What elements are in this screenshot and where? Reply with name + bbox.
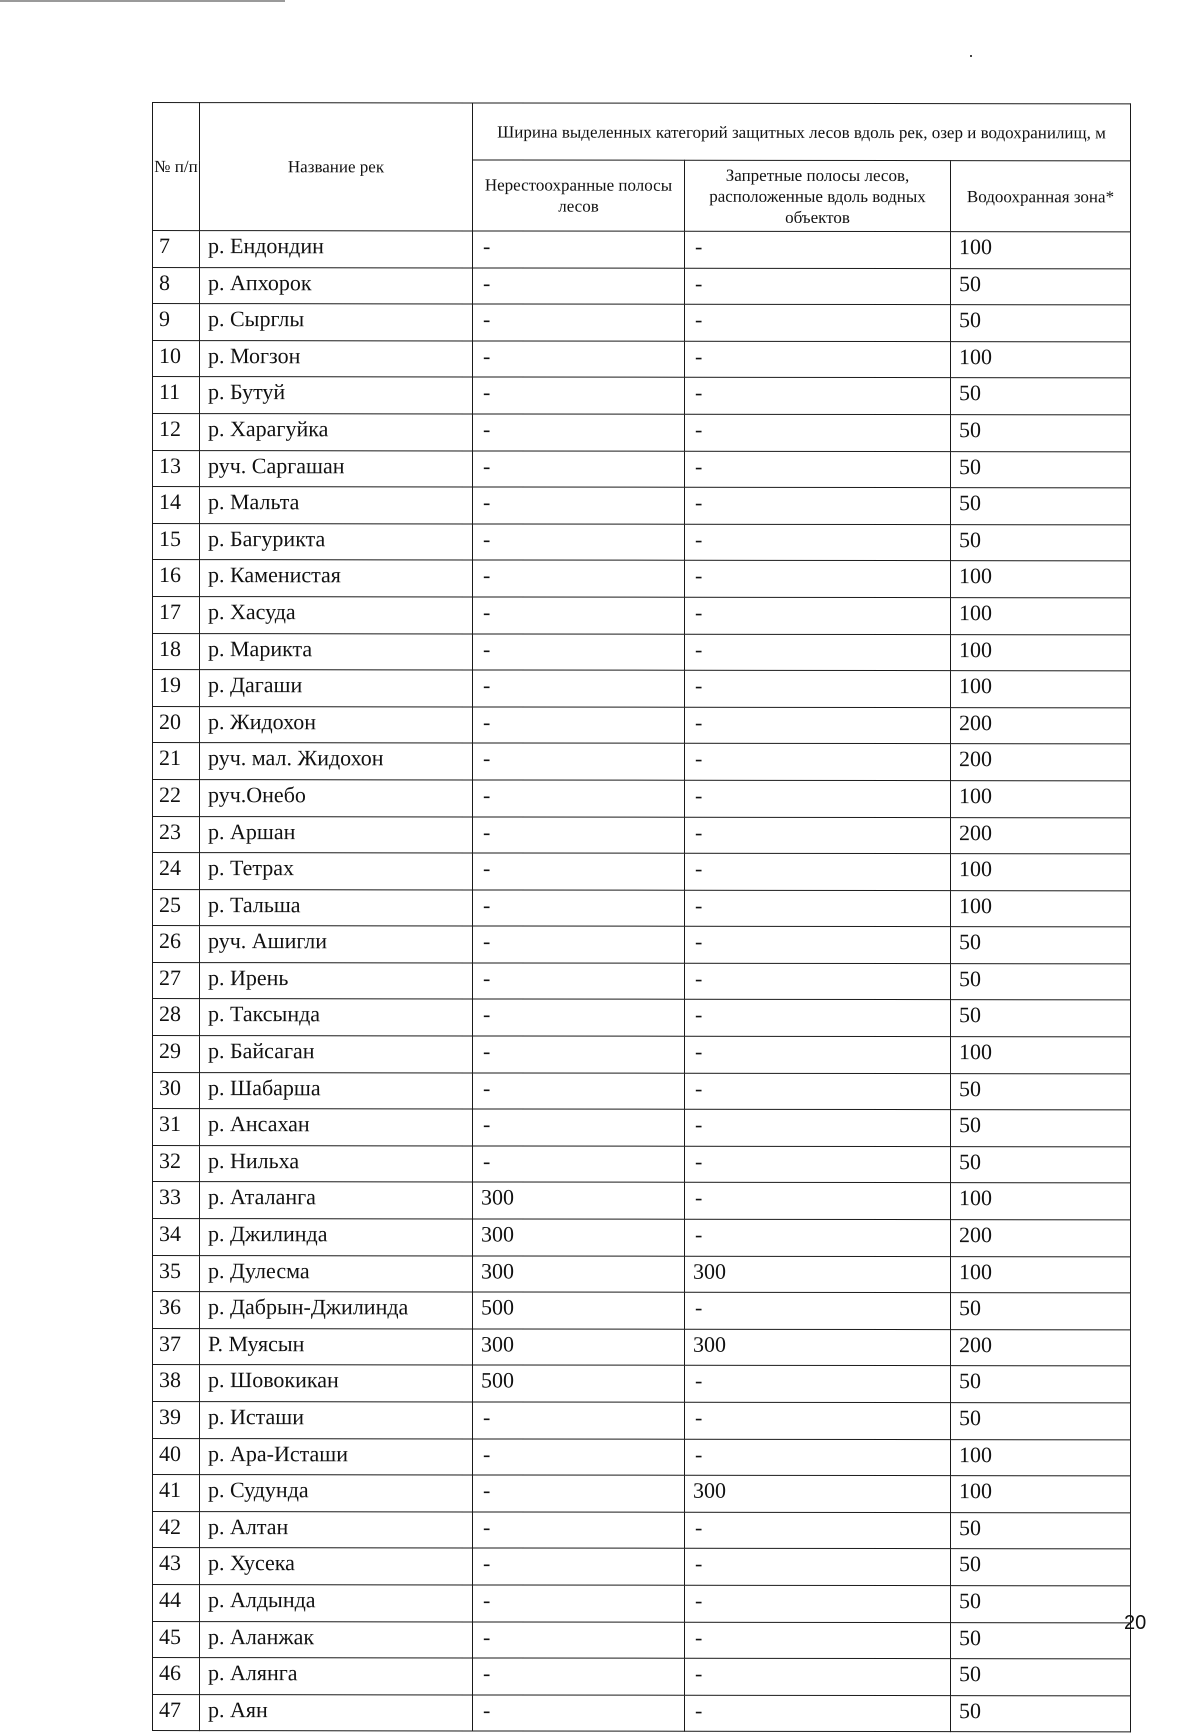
- spawning-strip-cell: -: [473, 999, 685, 1036]
- water-protection-zone-cell: 50: [951, 524, 1131, 561]
- spawning-strip-cell: -: [473, 1622, 685, 1659]
- prohibited-strip-cell: -: [685, 378, 951, 415]
- water-protection-zone-cell: 50: [951, 305, 1131, 342]
- table-row: [153, 1694, 1131, 1732]
- prohibited-strip-cell: -: [685, 597, 951, 634]
- spawning-strip-cell: -: [473, 597, 685, 634]
- prohibited-strip-cell: -: [685, 963, 951, 1000]
- prohibited-strip-cell: -: [685, 1109, 951, 1146]
- river-name-cell: р. Ендондин: [200, 231, 473, 268]
- water-protection-zone-cell: 100: [951, 598, 1131, 635]
- water-protection-zone-cell: 100: [951, 1183, 1131, 1220]
- table-row: [153, 523, 1131, 561]
- spawning-strip-cell: -: [473, 963, 685, 1000]
- spawning-strip-cell: 300: [473, 1329, 685, 1366]
- water-protection-zone-cell: 100: [951, 232, 1131, 269]
- table-row: [153, 1511, 1131, 1549]
- river-name-cell: руч. мал. Жидохон: [200, 743, 473, 780]
- river-name-cell: р. Бутуй: [200, 377, 473, 414]
- river-name-cell: р. Дагаши: [200, 670, 473, 707]
- table-row: [153, 340, 1131, 378]
- water-protection-zone-cell: 100: [951, 1256, 1131, 1293]
- water-protection-zone-cell: 100: [951, 1037, 1131, 1074]
- spawning-strip-cell: -: [473, 524, 685, 561]
- prohibited-strip-cell: 300: [685, 1329, 951, 1366]
- spawning-strip-cell: -: [473, 268, 685, 305]
- water-protection-zone-cell: 50: [951, 378, 1131, 415]
- row-number-cell: 28: [153, 999, 200, 1036]
- prohibited-strip-cell: -: [685, 1512, 951, 1549]
- prohibited-strip-cell: -: [685, 1036, 951, 1073]
- table-row: [153, 889, 1131, 927]
- river-name-cell: р. Ирень: [200, 962, 473, 999]
- water-protection-zone-cell: 200: [951, 1329, 1131, 1366]
- spawning-strip-cell: -: [473, 780, 685, 817]
- spawning-strip-cell: -: [473, 1073, 685, 1110]
- prohibited-strip-cell: -: [685, 561, 951, 598]
- river-name-cell: р. Шабарша: [200, 1072, 473, 1109]
- prohibited-strip-cell: -: [685, 341, 951, 378]
- spawning-strip-cell: -: [473, 1695, 685, 1732]
- table-row: [153, 267, 1131, 305]
- row-number-cell: 21: [153, 743, 200, 780]
- page-number: 20: [1124, 1612, 1147, 1634]
- table-row: [153, 816, 1131, 854]
- spawning-strip-cell: -: [473, 1512, 685, 1549]
- water-protection-zone-cell: 50: [951, 1146, 1131, 1183]
- row-number-cell: 31: [153, 1109, 200, 1146]
- table-row: [153, 377, 1131, 415]
- table-row: [153, 1036, 1131, 1074]
- spawning-strip-cell: -: [473, 633, 685, 670]
- table-row: [153, 1328, 1131, 1366]
- river-name-cell: р. Байсаган: [200, 1036, 473, 1073]
- river-name-cell: р. Марикта: [200, 633, 473, 670]
- river-name-cell: р. Исташи: [200, 1402, 473, 1439]
- prohibited-strip-cell: -: [685, 1695, 951, 1732]
- river-name-cell: р. Хасуда: [200, 597, 473, 634]
- header-spawning-strips: Нерестоохранные полосы лесов: [473, 160, 685, 231]
- table-row: [153, 1182, 1131, 1220]
- prohibited-strip-cell: -: [685, 414, 951, 451]
- table-row: [153, 1621, 1131, 1659]
- water-protection-zone-cell: 50: [951, 1110, 1131, 1147]
- water-protection-zone-cell: 100: [951, 854, 1131, 891]
- spawning-strip-cell: -: [473, 670, 685, 707]
- prohibited-strip-cell: 300: [685, 1475, 951, 1512]
- table-row: [153, 487, 1131, 525]
- water-protection-zone-cell: 50: [951, 1695, 1131, 1732]
- water-protection-zone-cell: 100: [951, 561, 1131, 598]
- river-name-cell: р. Дабрын-Джилинда: [200, 1292, 473, 1329]
- river-name-cell: р. Судунда: [200, 1475, 473, 1512]
- prohibited-strip-cell: -: [685, 744, 951, 781]
- spawning-strip-cell: 500: [473, 1365, 685, 1402]
- header-prohibited-strips: Запретные полосы лесов, расположенные вдоль водных объектов: [685, 160, 951, 231]
- spawning-strip-cell: -: [473, 1548, 685, 1585]
- river-name-cell: руч.Онебо: [200, 779, 473, 816]
- row-number-cell: 17: [153, 596, 200, 633]
- row-number-cell: 40: [153, 1438, 200, 1475]
- water-protection-zone-cell: 50: [951, 1073, 1131, 1110]
- table-row: [153, 1292, 1131, 1330]
- row-number-cell: 26: [153, 926, 200, 963]
- river-name-cell: р. Алдында: [200, 1585, 473, 1622]
- row-number-cell: 7: [153, 231, 200, 268]
- row-number-cell: 23: [153, 816, 200, 853]
- prohibited-strip-cell: -: [685, 1000, 951, 1037]
- table-row: [153, 1255, 1131, 1293]
- water-protection-zone-cell: 100: [951, 634, 1131, 671]
- row-number-cell: 20: [153, 706, 200, 743]
- prohibited-strip-cell: 300: [685, 1256, 951, 1293]
- scan-edge-line: [0, 0, 285, 2]
- table-row: [153, 1658, 1131, 1696]
- table-row: [153, 1072, 1131, 1110]
- spawning-strip-cell: -: [473, 560, 685, 597]
- row-number-cell: 39: [153, 1402, 200, 1439]
- table-row: [153, 853, 1131, 891]
- prohibited-strip-cell: -: [685, 670, 951, 707]
- water-protection-zone-cell: 50: [951, 1549, 1131, 1586]
- river-name-cell: р. Сырглы: [200, 304, 473, 341]
- table-row: [153, 962, 1131, 1000]
- river-name-cell: р. Апхорок: [200, 267, 473, 304]
- row-number-cell: 33: [153, 1182, 200, 1219]
- row-number-cell: 8: [153, 267, 200, 304]
- header-width-group: Ширина выделенных категорий защитных лесов вдоль рек, озер и водохранилищ, м: [473, 103, 1131, 161]
- row-number-cell: 9: [153, 304, 200, 341]
- prohibited-strip-cell: -: [685, 268, 951, 305]
- river-name-cell: р. Харагуйка: [200, 414, 473, 451]
- river-name-cell: Р. Муясын: [200, 1328, 473, 1365]
- water-protection-zone-cell: 50: [951, 1622, 1131, 1659]
- table-row: [153, 413, 1131, 451]
- spawning-strip-cell: -: [473, 341, 685, 378]
- water-protection-zone-cell: 100: [951, 1476, 1131, 1513]
- table-row: [153, 670, 1131, 708]
- water-protection-zone-cell: 100: [951, 671, 1131, 708]
- row-number-cell: 47: [153, 1694, 200, 1731]
- spawning-strip-cell: -: [473, 926, 685, 963]
- water-protection-zone-cell: 100: [951, 890, 1131, 927]
- prohibited-strip-cell: -: [685, 780, 951, 817]
- water-protection-zone-cell: 50: [951, 927, 1131, 964]
- spawning-strip-cell: -: [473, 1439, 685, 1476]
- row-number-cell: 13: [153, 450, 200, 487]
- row-number-cell: 14: [153, 487, 200, 524]
- row-number-cell: 27: [153, 962, 200, 999]
- prohibited-strip-cell: -: [685, 1622, 951, 1659]
- scan-speck: [970, 55, 972, 57]
- row-number-cell: 38: [153, 1365, 200, 1402]
- water-protection-zone-cell: 200: [951, 817, 1131, 854]
- water-protection-zone-cell: 50: [951, 415, 1131, 452]
- water-protection-zone-cell: 100: [951, 341, 1131, 378]
- prohibited-strip-cell: -: [685, 524, 951, 561]
- river-name-cell: р. Жидохон: [200, 706, 473, 743]
- table-row: [153, 1109, 1131, 1147]
- table-row: [153, 926, 1131, 964]
- river-name-cell: р. Джилинда: [200, 1219, 473, 1256]
- river-name-cell: р. Багурикта: [200, 523, 473, 560]
- water-protection-zone-cell: 100: [951, 1439, 1131, 1476]
- table-row: [153, 1548, 1131, 1586]
- prohibited-strip-cell: -: [685, 231, 951, 268]
- spawning-strip-cell: -: [473, 853, 685, 890]
- river-name-cell: р. Хусека: [200, 1548, 473, 1585]
- table-body: [153, 231, 1131, 1733]
- water-protection-zone-cell: 50: [951, 963, 1131, 1000]
- spawning-strip-cell: -: [473, 816, 685, 853]
- table-row: [153, 560, 1131, 598]
- river-name-cell: р. Аян: [200, 1694, 473, 1731]
- prohibited-strip-cell: -: [685, 707, 951, 744]
- spawning-strip-cell: -: [473, 304, 685, 341]
- prohibited-strip-cell: -: [685, 1366, 951, 1403]
- water-protection-zone-cell: 50: [951, 1403, 1131, 1440]
- table-row: [153, 304, 1131, 342]
- row-number-cell: 24: [153, 853, 200, 890]
- river-name-cell: р. Дулесма: [200, 1255, 473, 1292]
- prohibited-strip-cell: -: [685, 1219, 951, 1256]
- prohibited-strip-cell: -: [685, 304, 951, 341]
- prohibited-strip-cell: -: [685, 634, 951, 671]
- river-name-cell: р. Алтан: [200, 1511, 473, 1548]
- prohibited-strip-cell: -: [685, 1146, 951, 1183]
- table-row: [153, 1584, 1131, 1622]
- river-name-cell: р. Аршан: [200, 816, 473, 853]
- river-name-cell: р. Шовокикан: [200, 1365, 473, 1402]
- prohibited-strip-cell: -: [685, 927, 951, 964]
- table-row: [153, 706, 1131, 744]
- row-number-cell: 30: [153, 1072, 200, 1109]
- table-row: [153, 1219, 1131, 1257]
- table-row: [153, 633, 1131, 671]
- spawning-strip-cell: -: [473, 487, 685, 524]
- row-number-cell: 11: [153, 377, 200, 414]
- water-protection-zone-cell: 50: [951, 1586, 1131, 1623]
- water-protection-zone-cell: 200: [951, 744, 1131, 781]
- river-name-cell: р. Аталанга: [200, 1182, 473, 1219]
- prohibited-strip-cell: -: [685, 853, 951, 890]
- spawning-strip-cell: 300: [473, 1182, 685, 1219]
- header-river-name: Название рек: [200, 103, 473, 231]
- water-protection-zone-cell: 200: [951, 1220, 1131, 1257]
- spawning-strip-cell: -: [473, 1036, 685, 1073]
- river-name-cell: р. Ара-Исташи: [200, 1438, 473, 1475]
- river-name-cell: р. Тетрах: [200, 853, 473, 890]
- table-row: [153, 1365, 1131, 1403]
- spawning-strip-cell: -: [473, 414, 685, 451]
- table-row: [153, 596, 1131, 634]
- protective-forests-table: [152, 102, 1131, 1733]
- spawning-strip-cell: -: [473, 890, 685, 927]
- river-name-cell: р. Алянга: [200, 1658, 473, 1695]
- spawning-strip-cell: -: [473, 707, 685, 744]
- spawning-strip-cell: 300: [473, 1256, 685, 1293]
- table-header: [153, 103, 1131, 232]
- table-row: [153, 1145, 1131, 1183]
- row-number-cell: 42: [153, 1511, 200, 1548]
- prohibited-strip-cell: -: [685, 487, 951, 524]
- protective-forests-table-container: [152, 102, 1130, 1733]
- water-protection-zone-cell: 50: [951, 1512, 1131, 1549]
- river-name-cell: руч. Саргашан: [200, 450, 473, 487]
- water-protection-zone-cell: 50: [951, 1366, 1131, 1403]
- row-number-cell: 12: [153, 413, 200, 450]
- row-number-cell: 22: [153, 779, 200, 816]
- prohibited-strip-cell: -: [685, 1183, 951, 1220]
- row-number-cell: 45: [153, 1621, 200, 1658]
- spawning-strip-cell: -: [473, 1475, 685, 1512]
- row-number-cell: 35: [153, 1255, 200, 1292]
- table-row: [153, 1402, 1131, 1440]
- spawning-strip-cell: -: [473, 377, 685, 414]
- row-number-cell: 15: [153, 523, 200, 560]
- row-number-cell: 32: [153, 1145, 200, 1182]
- table-row: [153, 231, 1131, 269]
- prohibited-strip-cell: -: [685, 1073, 951, 1110]
- water-protection-zone-cell: 50: [951, 268, 1131, 305]
- row-number-cell: 18: [153, 633, 200, 670]
- spawning-strip-cell: -: [473, 1402, 685, 1439]
- row-number-cell: 10: [153, 340, 200, 377]
- spawning-strip-cell: -: [473, 231, 685, 268]
- row-number-cell: 34: [153, 1219, 200, 1256]
- spawning-strip-cell: -: [473, 451, 685, 488]
- water-protection-zone-cell: 50: [951, 451, 1131, 488]
- water-protection-zone-cell: 200: [951, 707, 1131, 744]
- row-number-cell: 37: [153, 1328, 200, 1365]
- spawning-strip-cell: -: [473, 1585, 685, 1622]
- row-number-cell: 25: [153, 889, 200, 926]
- river-name-cell: р. Тальша: [200, 889, 473, 926]
- prohibited-strip-cell: -: [685, 1402, 951, 1439]
- river-name-cell: руч. Ашигли: [200, 926, 473, 963]
- prohibited-strip-cell: -: [685, 1585, 951, 1622]
- table-row: [153, 779, 1131, 817]
- water-protection-zone-cell: 50: [951, 488, 1131, 525]
- header-num: № п/п: [153, 103, 200, 231]
- water-protection-zone-cell: 100: [951, 781, 1131, 818]
- prohibited-strip-cell: -: [685, 1292, 951, 1329]
- prohibited-strip-cell: -: [685, 890, 951, 927]
- water-protection-zone-cell: 50: [951, 1659, 1131, 1696]
- row-number-cell: 46: [153, 1658, 200, 1695]
- spawning-strip-cell: -: [473, 1658, 685, 1695]
- river-name-cell: р. Ансахан: [200, 1109, 473, 1146]
- spawning-strip-cell: -: [473, 1146, 685, 1183]
- row-number-cell: 16: [153, 560, 200, 597]
- table-row: [153, 1475, 1131, 1513]
- prohibited-strip-cell: -: [685, 1658, 951, 1695]
- spawning-strip-cell: -: [473, 1109, 685, 1146]
- header-water-protection-zone: Водоохранная зона*: [951, 161, 1131, 232]
- river-name-cell: р. Таксында: [200, 999, 473, 1036]
- spawning-strip-cell: -: [473, 743, 685, 780]
- row-number-cell: 36: [153, 1292, 200, 1329]
- row-number-cell: 44: [153, 1584, 200, 1621]
- spawning-strip-cell: 500: [473, 1292, 685, 1329]
- river-name-cell: р. Мальта: [200, 487, 473, 524]
- row-number-cell: 41: [153, 1475, 200, 1512]
- table-row: [153, 743, 1131, 781]
- row-number-cell: 19: [153, 670, 200, 707]
- table-row: [153, 450, 1131, 488]
- table-row: [153, 1438, 1131, 1476]
- prohibited-strip-cell: -: [685, 1549, 951, 1586]
- prohibited-strip-cell: -: [685, 451, 951, 488]
- water-protection-zone-cell: 50: [951, 1000, 1131, 1037]
- table-row: [153, 999, 1131, 1037]
- row-number-cell: 29: [153, 1036, 200, 1073]
- river-name-cell: р. Могзон: [200, 340, 473, 377]
- water-protection-zone-cell: 50: [951, 1293, 1131, 1330]
- river-name-cell: р. Нильха: [200, 1145, 473, 1182]
- spawning-strip-cell: 300: [473, 1219, 685, 1256]
- prohibited-strip-cell: -: [685, 817, 951, 854]
- row-number-cell: 43: [153, 1548, 200, 1585]
- prohibited-strip-cell: -: [685, 1439, 951, 1476]
- river-name-cell: р. Каменистая: [200, 560, 473, 597]
- river-name-cell: р. Аланжак: [200, 1621, 473, 1658]
